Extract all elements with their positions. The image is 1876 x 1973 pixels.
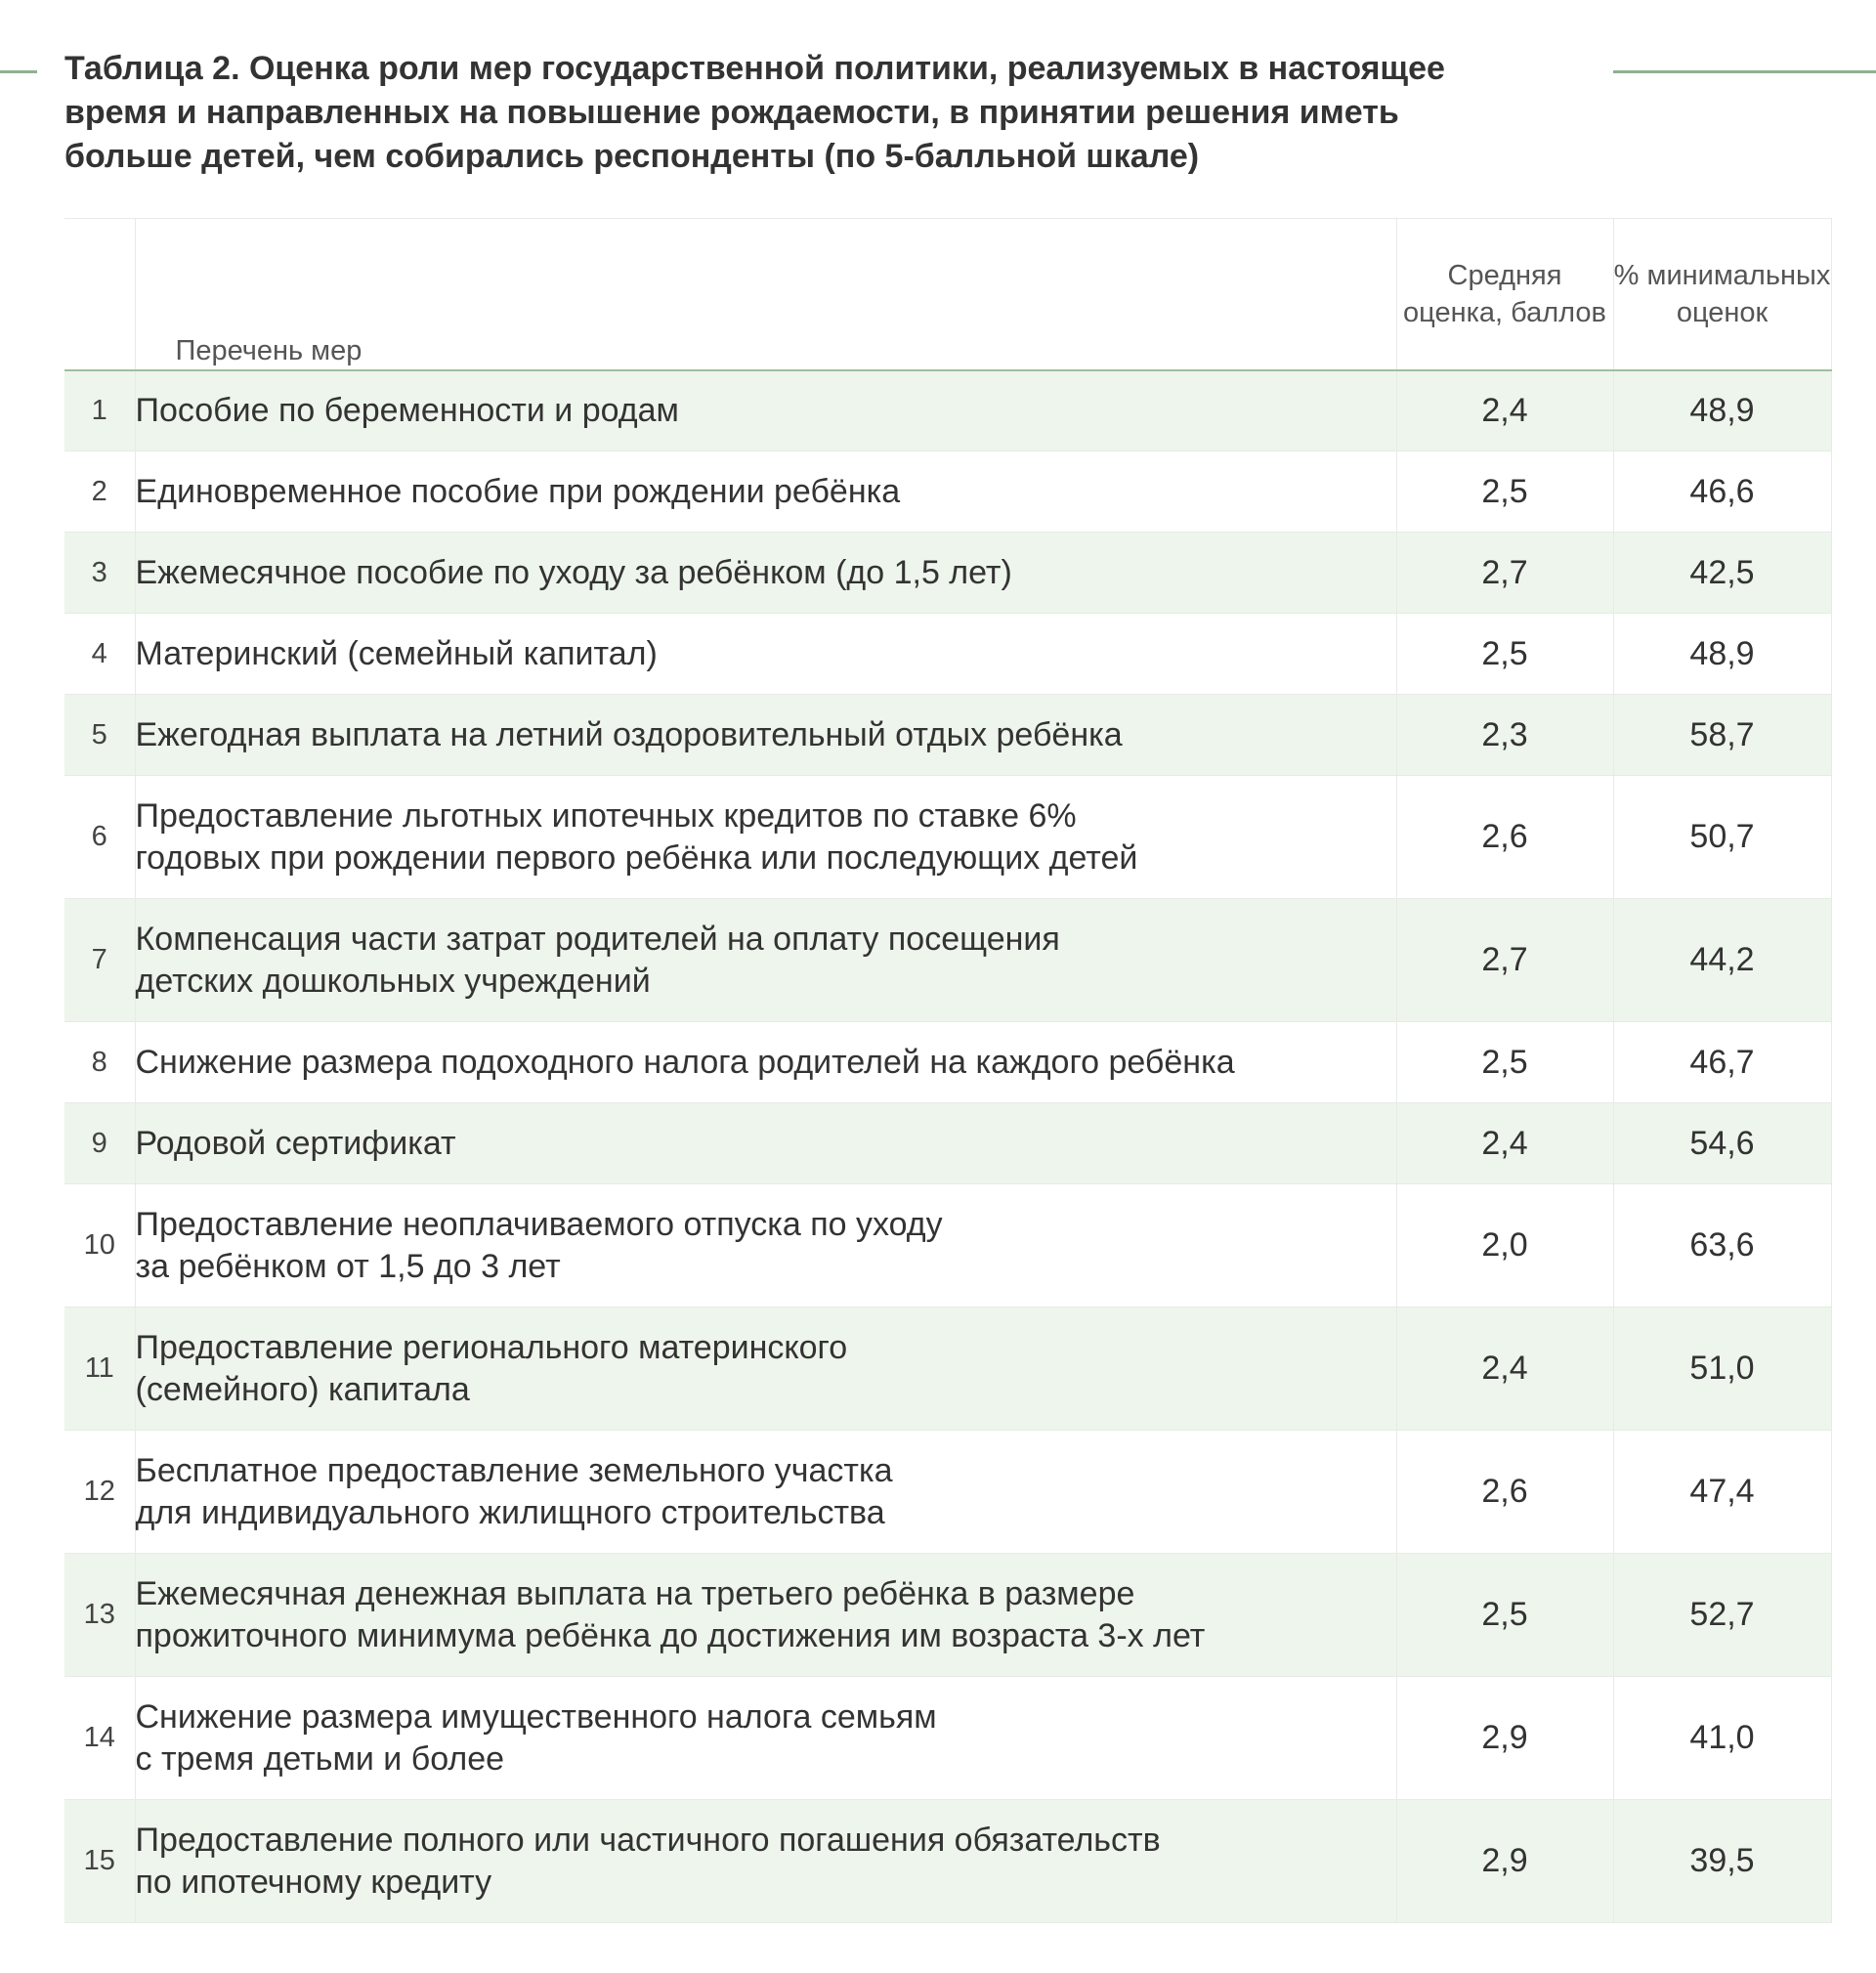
- average-score: 2,7: [1396, 533, 1613, 614]
- row-number: 4: [64, 614, 135, 695]
- measure-name: [135, 695, 1396, 776]
- measure-name: [135, 899, 1396, 1022]
- min-score-percent: 47,4: [1613, 1431, 1831, 1554]
- min-score-percent: 41,0: [1613, 1677, 1831, 1800]
- min-score-percent: 44,2: [1613, 899, 1831, 1022]
- average-score: 2,3: [1396, 695, 1613, 776]
- measure-name-line: Материнский (семейный капитал): [135, 634, 658, 672]
- measure-name: [135, 1800, 1396, 1923]
- measure-name: [135, 1022, 1396, 1103]
- row-number: 6: [64, 776, 135, 899]
- average-score: 2,5: [1396, 451, 1613, 533]
- min-score-percent: 46,7: [1613, 1022, 1831, 1103]
- min-score-percent: 51,0: [1613, 1308, 1831, 1431]
- measure-name-line: Родовой сертификат: [135, 1124, 456, 1162]
- measure-name: [135, 1431, 1396, 1554]
- table-row: [64, 1431, 1831, 1554]
- min-score-percent: 46,6: [1613, 451, 1831, 533]
- row-number: 15: [64, 1800, 135, 1923]
- average-score: 2,5: [1396, 1554, 1613, 1677]
- min-score-percent: 42,5: [1613, 533, 1831, 614]
- measure-name-line: Пособие по беременности и родам: [135, 391, 679, 429]
- average-score: 2,0: [1396, 1184, 1613, 1308]
- decorative-line-left: [0, 70, 37, 73]
- measure-name-line: прожиточного минимума ребёнка до достижения им возраста 3-х лет: [135, 1616, 1206, 1654]
- measure-name-line: Компенсация части затрат родителей на оплату посещения: [135, 920, 1060, 958]
- measure-name: [135, 451, 1396, 533]
- row-number: 3: [64, 533, 135, 614]
- min-score-percent: 39,5: [1613, 1800, 1831, 1923]
- average-score: 2,4: [1396, 1308, 1613, 1431]
- measure-name: [135, 1308, 1396, 1431]
- table-row: [64, 1800, 1831, 1923]
- measure-name-line: Ежемесячное пособие по уходу за ребёнком (до 1,5 лет): [135, 553, 1012, 591]
- table-body: [64, 370, 1831, 1923]
- min-score-percent: 52,7: [1613, 1554, 1831, 1677]
- row-number: 14: [64, 1677, 135, 1800]
- row-number: 1: [64, 370, 135, 451]
- table-row: [64, 370, 1831, 451]
- header-average-score: Средняя оценка, баллов: [1396, 219, 1613, 370]
- min-score-percent: 54,6: [1613, 1103, 1831, 1184]
- average-score: 2,7: [1396, 899, 1613, 1022]
- measure-name-line: Единовременное пособие при рождении ребёнка: [135, 472, 901, 510]
- measure-name-line: Снижение размера подоходного налога родителей на каждого ребёнка: [135, 1043, 1235, 1081]
- measure-name: [135, 533, 1396, 614]
- row-number: 10: [64, 1184, 135, 1308]
- measure-name-line: Предоставление неоплачиваемого отпуска по уходу: [135, 1205, 943, 1243]
- measure-name-line: за ребёнком от 1,5 до 3 лет: [135, 1247, 561, 1285]
- measure-name-line: Бесплатное предоставление земельного участка: [135, 1451, 893, 1489]
- measure-name: [135, 1103, 1396, 1184]
- measure-name: [135, 370, 1396, 451]
- table-row: [64, 1554, 1831, 1677]
- header-min-score-percent: % минимальных оценок: [1613, 219, 1831, 370]
- row-number: 8: [64, 1022, 135, 1103]
- table-row: [64, 1022, 1831, 1103]
- title-line: больше детей, чем собирались респонденты (по 5-балльной шкале): [64, 138, 1200, 175]
- average-score: 2,5: [1396, 1022, 1613, 1103]
- table-row: [64, 1677, 1831, 1800]
- table-row: [64, 614, 1831, 695]
- table-row: [64, 776, 1831, 899]
- table-row: [64, 1103, 1831, 1184]
- title-line: Таблица 2. Оценка роли мер государственной политики, реализуемых в настоящее: [64, 50, 1445, 87]
- min-score-percent: 48,9: [1613, 614, 1831, 695]
- measure-name-line: годовых при рождении первого ребёнка или последующих детей: [135, 838, 1138, 877]
- decorative-line-right: [1613, 70, 1876, 73]
- average-score: 2,6: [1396, 1431, 1613, 1554]
- row-number: 12: [64, 1431, 135, 1554]
- measure-name-line: (семейного) капитала: [135, 1370, 470, 1408]
- measure-name-line: для индивидуального жилищного строительства: [135, 1493, 885, 1531]
- table-row: [64, 1308, 1831, 1431]
- average-score: 2,4: [1396, 370, 1613, 451]
- measure-name-line: Ежегодная выплата на летний оздоровительный отдых ребёнка: [135, 715, 1123, 753]
- title-line: время и направленных на повышение рождаемости, в принятии решения иметь: [64, 94, 1399, 131]
- measure-name: [135, 1677, 1396, 1800]
- average-score: 2,4: [1396, 1103, 1613, 1184]
- measure-name-line: с тремя детьми и более: [135, 1739, 505, 1778]
- measure-name-line: Снижение размера имущественного налога семьям: [135, 1697, 937, 1736]
- table-row: [64, 451, 1831, 533]
- table-row: [64, 1184, 1831, 1308]
- measure-name: [135, 1184, 1396, 1308]
- average-score: 2,6: [1396, 776, 1613, 899]
- table-row: [64, 695, 1831, 776]
- measure-name: [135, 614, 1396, 695]
- row-number: 2: [64, 451, 135, 533]
- table-header: [64, 219, 1831, 370]
- average-score: 2,5: [1396, 614, 1613, 695]
- row-number: 9: [64, 1103, 135, 1184]
- row-number: 7: [64, 899, 135, 1022]
- measure-name-line: Предоставление льготных ипотечных кредитов по ставке 6%: [135, 796, 1077, 835]
- measure-name-line: по ипотечному кредиту: [135, 1863, 492, 1901]
- min-score-percent: 48,9: [1613, 370, 1831, 451]
- measure-name-line: Предоставление регионального материнского: [135, 1328, 848, 1366]
- table-row: [64, 533, 1831, 614]
- row-number: 5: [64, 695, 135, 776]
- measure-name-line: Предоставление полного или частичного погашения обязательств: [135, 1821, 1161, 1859]
- table-title: [64, 47, 1530, 179]
- min-score-percent: 58,7: [1613, 695, 1831, 776]
- row-number: 13: [64, 1554, 135, 1677]
- measure-name: [135, 1554, 1396, 1677]
- table-row: [64, 899, 1831, 1022]
- average-score: 2,9: [1396, 1677, 1613, 1800]
- header-row: [64, 219, 1831, 370]
- measure-name: [135, 776, 1396, 899]
- average-score: 2,9: [1396, 1800, 1613, 1923]
- min-score-percent: 63,6: [1613, 1184, 1831, 1308]
- measures-table: [64, 218, 1832, 1923]
- measure-name-line: Ежемесячная денежная выплата на третьего ребёнка в размере: [135, 1574, 1135, 1612]
- measure-name-line: детских дошкольных учреждений: [135, 962, 651, 1000]
- header-number: [64, 219, 135, 370]
- min-score-percent: 50,7: [1613, 776, 1831, 899]
- row-number: 11: [64, 1308, 135, 1431]
- header-measures-list: Перечень мер: [135, 219, 1396, 370]
